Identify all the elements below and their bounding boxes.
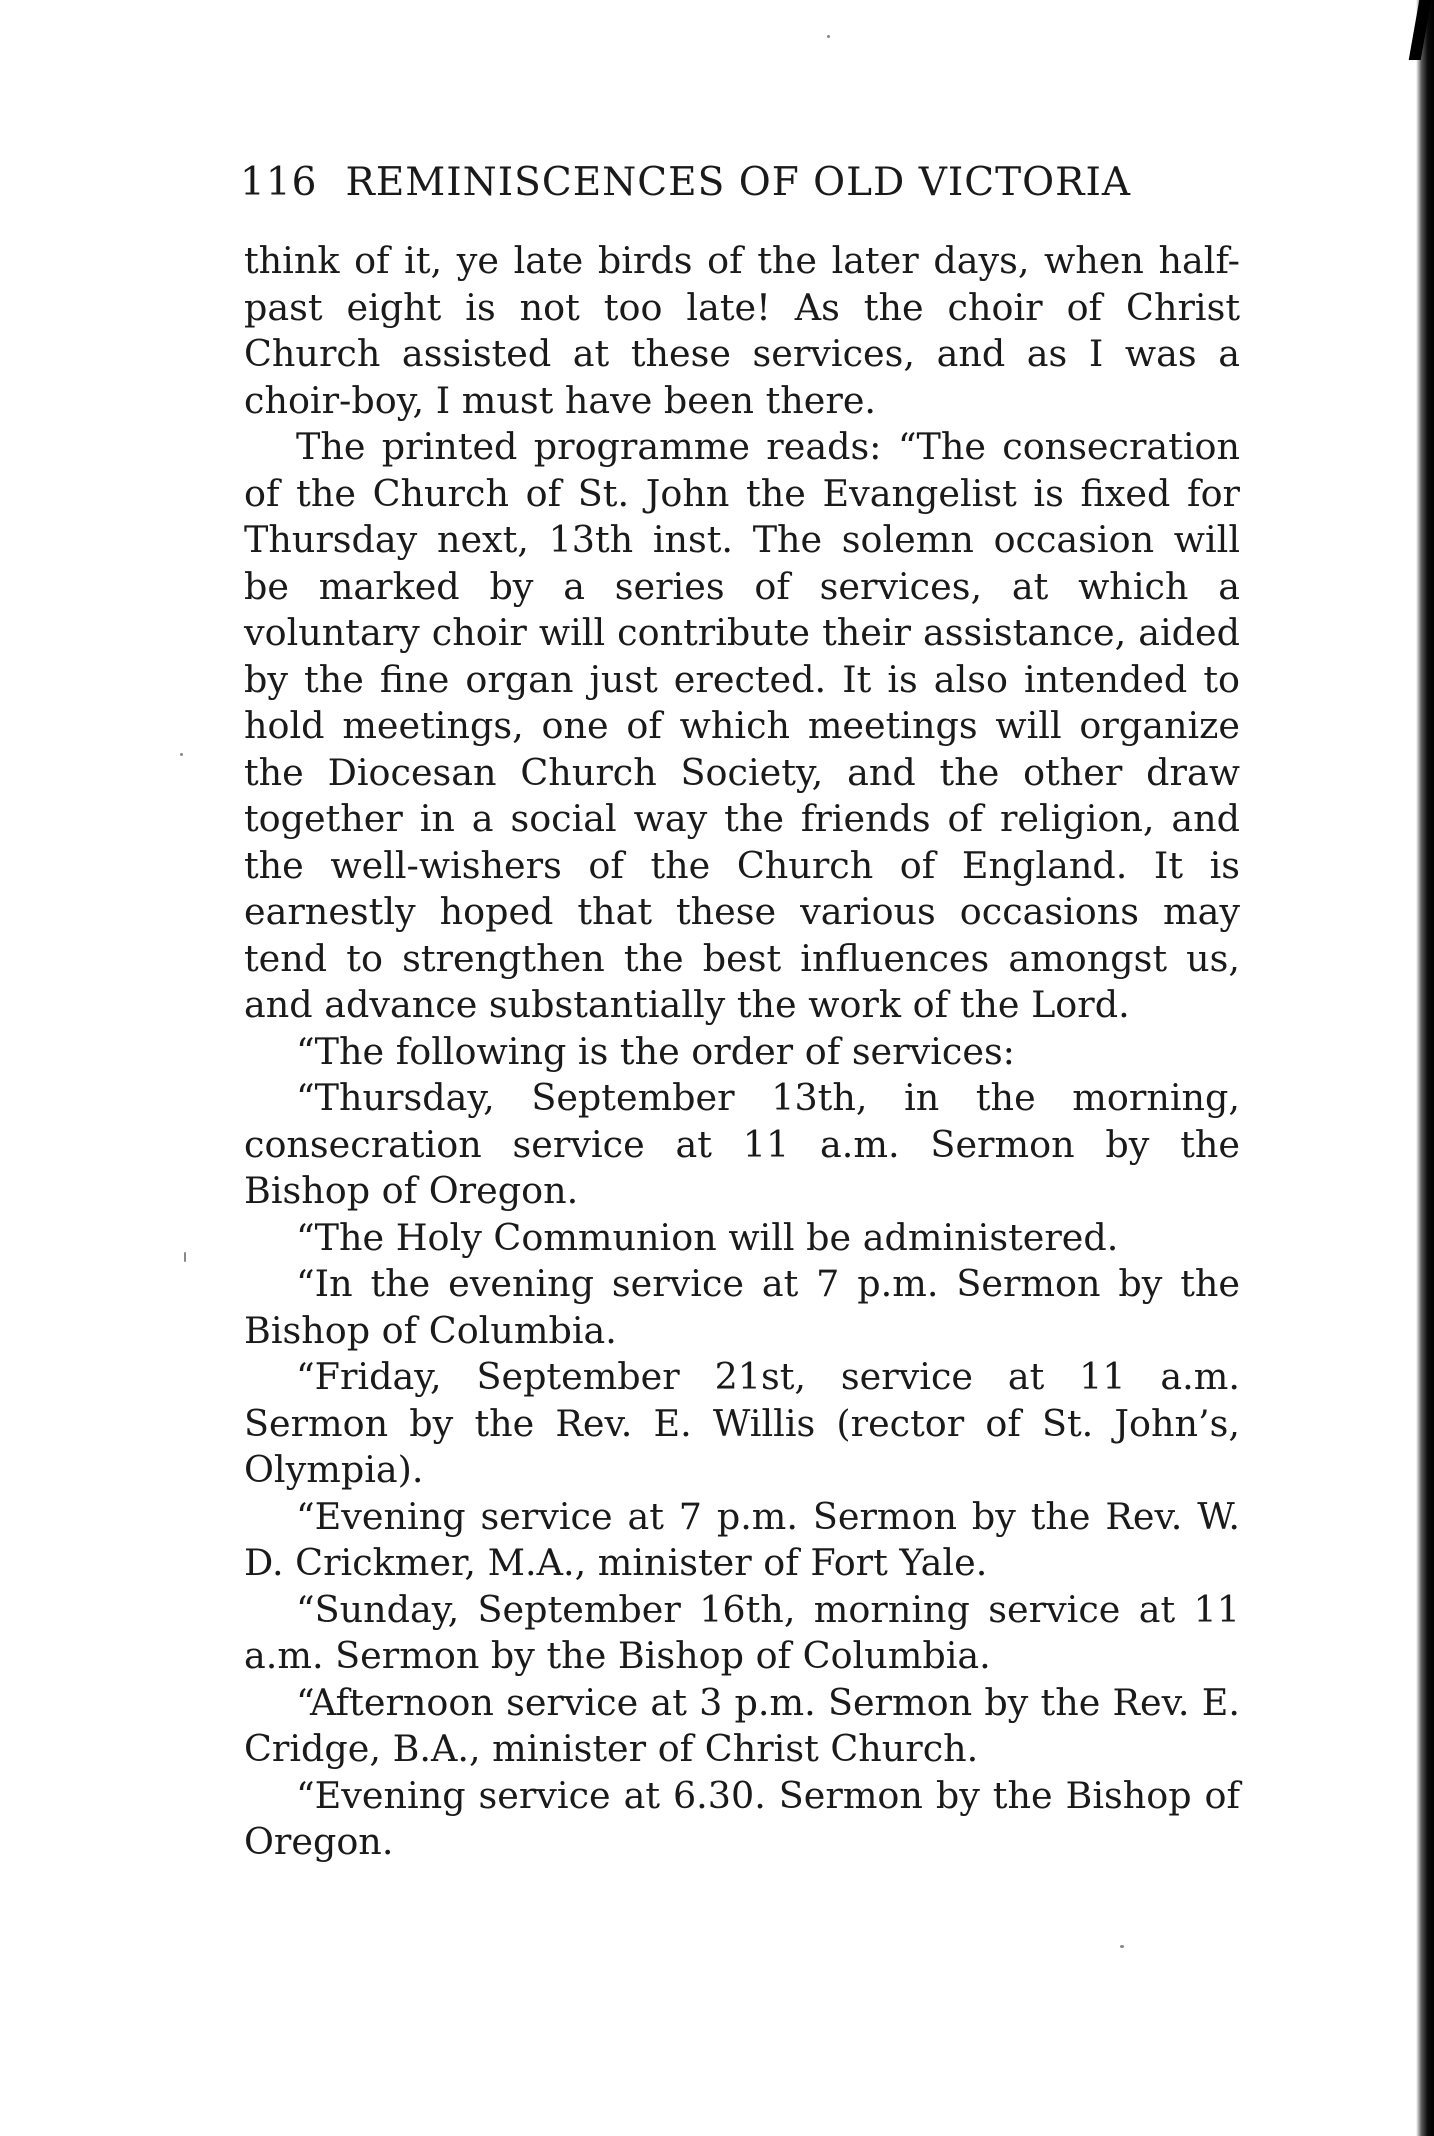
body-text [244, 238, 1240, 1866]
paragraph-thursday: “Thursday, September 13th, in the morning, consecration service at 11 a.m. Sermon by the Bishop of Oregon. [244, 1076, 1240, 1212]
page-number: 116 [240, 160, 318, 205]
paragraph-sunday-afternoon: “Afternoon service at 3 p.m. Sermon by the Rev. E. Cridge, B.A., minister of Christ Church. [244, 1680, 1240, 1770]
print-speck [1120, 1945, 1124, 1948]
paragraph-continuation: think of it, ye late birds of the later days, when half-past eight is not too late! As the choir of Christ Church assisted at these services, and as I was a choir-boy, I must have been there. [244, 239, 1240, 422]
page-spine-edge [1416, 0, 1434, 2136]
running-header [240, 160, 1240, 205]
print-speck [180, 753, 183, 756]
paragraph-sunday: “Sunday, September 16th, morning service at 11 a.m. Sermon by the Bishop of Columbia. [244, 1587, 1240, 1677]
print-speck [827, 35, 830, 38]
paragraph-communion: “The Holy Communion will be administered. [296, 1215, 1119, 1259]
paragraph-friday-evening: “Evening service at 7 p.m. Sermon by the Rev. W. D. Crickmer, M.A., minister of Fort Yale. [244, 1494, 1240, 1584]
paragraph-friday: “Friday, September 21st, service at 11 a.m. Sermon by the Rev. E. Willis (rector of St. John’s, Olympia). [244, 1355, 1240, 1491]
paragraph-thursday-evening: “In the evening service at 7 p.m. Sermon by the Bishop of Columbia. [244, 1262, 1240, 1352]
paragraph-sunday-evening: “Evening service at 6.30. Sermon by the Bishop of Oregon. [244, 1773, 1240, 1863]
paragraph-programme: The printed programme reads: “The consecration of the Church of St. John the Evangelist is fixed for Thursday next, 13th inst. The solemn occasion will be marked by a series of services, at which a voluntary choir will contribute their assistance, aided by the fine organ just erected. It is also intended to hold meetings, one of which meetings will organize the Diocesan Church Society, and the other draw together in a social way the friends of religion, and the well-wishers of the Church of England. It is earnestly hoped that these various occasions may tend to strengthen the best influences amongst us, and advance substantially the work of the Lord. [244, 425, 1240, 1026]
paragraph-order-intro: “The following is the order of services: [296, 1029, 1015, 1073]
print-speck [184, 1252, 186, 1262]
running-title: REMINISCENCES OF OLD VICTORIA [345, 160, 1132, 205]
